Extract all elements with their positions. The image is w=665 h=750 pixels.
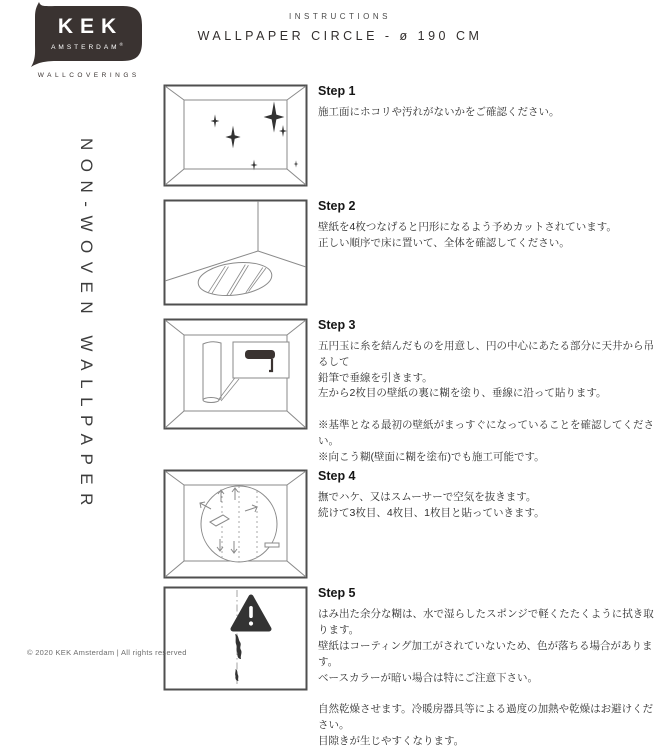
step-line: 施工面にホコリや汚れがないかをご確認ください。 xyxy=(318,106,560,118)
brand-logo-text xyxy=(28,2,146,52)
step-label: Step 3 xyxy=(318,318,356,332)
page-header xyxy=(160,12,520,43)
callout-box xyxy=(233,342,289,378)
step-line-spacer xyxy=(318,686,663,702)
step-label: Step 5 xyxy=(318,586,356,601)
brand-logo xyxy=(28,2,148,79)
step-line: 自然乾燥させます。冷暖房器具等による過度の加熱や乾燥はお避けください。 xyxy=(318,703,654,731)
vertical-product-label: NON-WOVEN WALLPAPER xyxy=(77,138,96,514)
smoother-edge-tool xyxy=(265,543,279,547)
wallpaper-strip xyxy=(203,342,221,401)
step-4-row xyxy=(163,469,663,579)
step-line: 続けて3枚目、4枚目、1枚目と貼っていきます。 xyxy=(318,507,545,520)
step-4-text xyxy=(318,469,663,522)
wipe-excess-glue-illustration xyxy=(163,586,308,691)
page-title: WALLPAPER CIRCLE - ø 190 CM xyxy=(197,29,483,43)
step-line: 撫でハケ、又はスムーサーで空気を抜きます。 xyxy=(318,491,537,504)
header-eyebrow: INSTRUCTIONS xyxy=(289,12,391,21)
step-3-row xyxy=(163,318,663,465)
step-line: 鉛筆で垂線を引きます。 xyxy=(318,371,433,384)
step-2-row xyxy=(163,199,663,306)
step-5-row xyxy=(163,586,663,749)
step-line: ベースカラーが暗い場合は特にご注意下さい。 xyxy=(318,671,538,684)
step-line: 壁紙はコーティング加工がされていないため、色が落ちる場合があります。 xyxy=(318,639,653,668)
brand-city: AMSTERDAM® xyxy=(51,42,126,52)
step-line-spacer xyxy=(318,402,663,418)
step-note: ※基準となる最初の壁紙がまっすぐになっていることを確認してください。 xyxy=(318,418,654,447)
step-1-row xyxy=(163,84,663,187)
registered-mark: ® xyxy=(119,42,126,47)
instruction-steps xyxy=(163,84,663,750)
copyright-notice: © 2020 KEK Amsterdam | All rights reserved xyxy=(27,648,187,657)
brand-name: KEK xyxy=(57,15,124,38)
clean-wall-sparkles-illustration xyxy=(163,84,308,187)
step-note: ※向こう糊(壁面に糊を塗布)でも施工可能です。 xyxy=(318,450,545,463)
step-label: Step 1 xyxy=(318,84,356,98)
brand-tagline: WALLCOVERINGS xyxy=(37,72,140,79)
step-line: 壁紙を4枚つなげると円形になるよう予めカットされています。 xyxy=(318,221,617,233)
step-label: Step 2 xyxy=(318,199,356,213)
step-1-text xyxy=(318,84,663,121)
step-5-text xyxy=(318,586,663,749)
step-line: 五円玉に糸を結んだものを用意し、円の中心にあたる部分に天井から吊るして xyxy=(318,340,654,368)
step-line: 正しい順序で床に置いて、全体を確認してください。 xyxy=(318,236,570,249)
smooth-air-out-illustration xyxy=(163,469,308,579)
step-line: 左から2枚目の壁紙の裏に糊を塗り、垂線に沿って貼ります。 xyxy=(318,387,607,400)
circle-on-floor-illustration xyxy=(163,199,308,306)
step-line: はみ出た余分な糊は、水で湿らしたスポンジで軽くたたくように拭き取ります。 xyxy=(318,608,654,637)
step-2-text xyxy=(318,199,663,252)
five-yen-coin xyxy=(203,398,219,403)
step-label: Step 4 xyxy=(318,469,356,484)
plumb-line-paste-illustration xyxy=(163,318,308,430)
step-3-text xyxy=(318,318,663,465)
step-line: 目隙きが生じやすくなります。 xyxy=(318,734,465,747)
